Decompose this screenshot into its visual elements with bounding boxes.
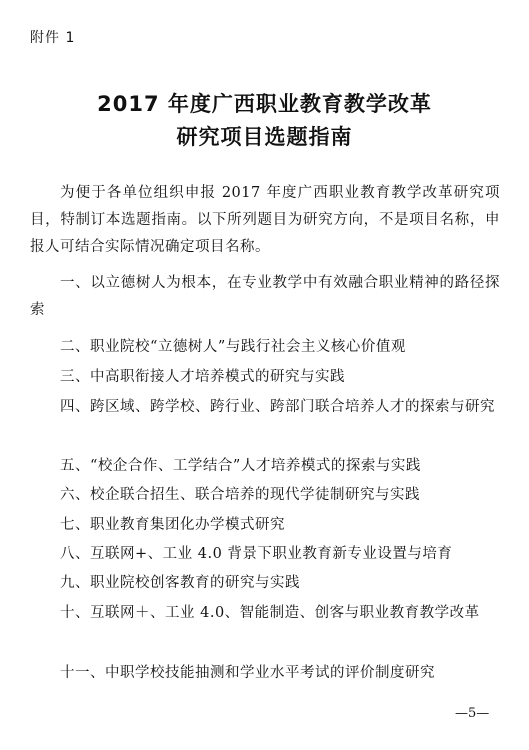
intro-paragraph: 为便于各单位组织申报 2017 年度广西职业教育教学改革研究项目，特制订本选题指南。以下所列题目为研究方向，不是项目名称，申报人可结合实际情况确定项目名称。 [30,185,500,255]
topic-item-2: 二、职业院校“立德树人”与践行社会主义核心价值观 [60,339,406,355]
topic-item-6: 六、校企联合招生、联合培养的现代学徒制研究与实践 [60,487,420,503]
topic-item-10: 十、互联网＋、工业 4.0、智能制造、创客与职业教育教学改革 [60,605,480,621]
topic-item-11: 十一、中职学校技能抽测和学业水平考试的评价制度研究 [60,665,435,681]
annex-label: 附件 1 [30,30,76,46]
topic-item-9: 九、职业院校创客教育的研究与实践 [60,575,300,591]
document-title-line-2: 研究项目选题指南 [176,125,353,149]
document-title-line-1: 2017 年度广西职业教育教学改革 [97,92,432,116]
topic-item-3: 三、中高职衔接人才培养模式的研究与实践 [60,369,345,385]
topic-item-7: 七、职业教育集团化办学模式研究 [60,517,285,533]
page-number: —5— [455,706,490,721]
topic-item-4: 四、跨区域、跨学校、跨行业、跨部门联合培养人才的探索与研究 [60,399,495,415]
topic-item-8: 八、互联网+、工业 4.0 背景下职业教育新专业设置与培育 [60,546,453,562]
topic-item-1: 一、以立德树人为根本，在专业教学中有效融合职业精神的路径探索 [30,275,500,318]
topic-item-5: 五、“校企合作、工学结合”人才培养模式的探索与实践 [60,458,421,474]
